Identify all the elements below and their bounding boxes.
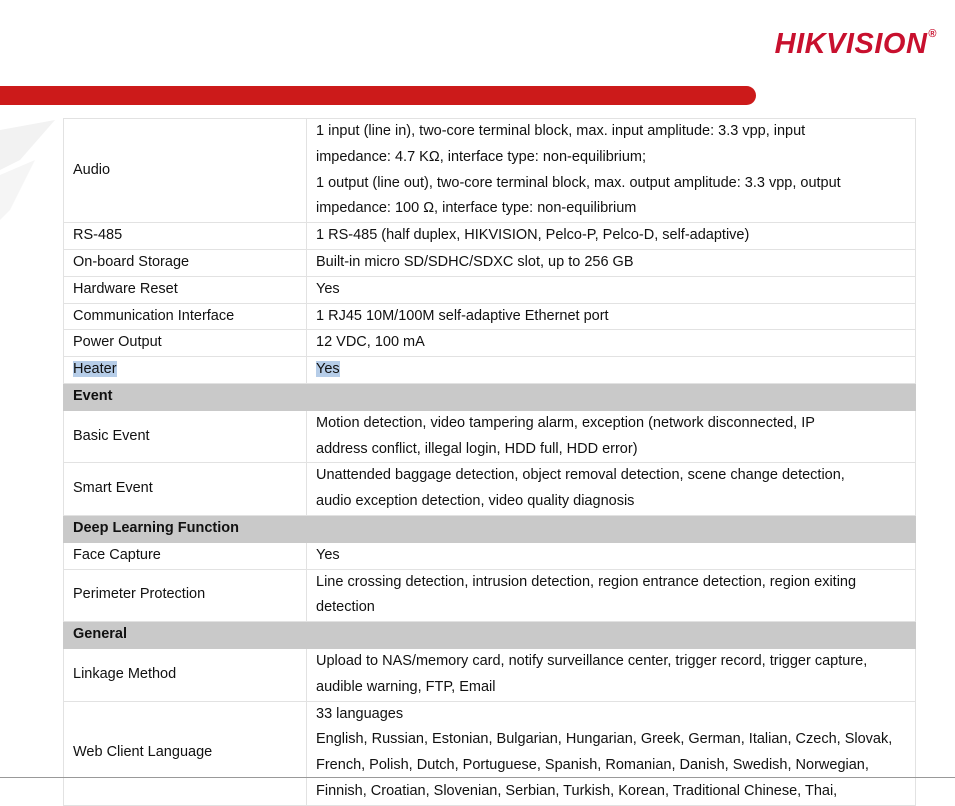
table-row [64,276,916,303]
table-row [64,648,916,701]
row-label: Power Output [64,330,307,357]
hikvision-logo: HIKVISION® [774,28,937,60]
table-row [64,701,916,805]
table-row [64,410,916,463]
selected-text[interactable]: Heater [73,361,117,378]
table-row [64,119,916,223]
row-value: 1 RS-485 (half duplex, HIKVISION, Pelco-P, Pelco-D, self-adaptive) [307,223,916,250]
row-value[interactable] [307,357,916,384]
row-value: Motion detection, video tampering alarm, exception (network disconnected, IP address conflict, illegal login, HDD full, HDD error) [307,410,916,463]
row-value: 1 input (line in), two-core terminal block, max. input amplitude: 3.3 vpp, input impedance: 4.7 KΩ, interface type: non-equilibrium; 1 output (line out), two-core terminal block, max. output amplitude: 3.3 vpp, output impedance: 100 Ω, interface type: non-equilibrium [307,119,916,223]
row-label: Communication Interface [64,303,307,330]
table-row [64,330,916,357]
table-row [64,223,916,250]
section-header-event [64,383,916,410]
row-value: Yes [307,276,916,303]
row-label: On-board Storage [64,249,307,276]
section-title: Event [64,383,916,410]
row-label: Linkage Method [64,648,307,701]
section-header-general [64,622,916,649]
row-label: Perimeter Protection [64,569,307,622]
row-value: Unattended baggage detection, object removal detection, scene change detection, audio exception detection, video quality diagnosis [307,463,916,516]
row-value: Upload to NAS/memory card, notify surveillance center, trigger record, trigger capture, audible warning, FTP, Email [307,648,916,701]
row-value: 1 RJ45 10M/100M self-adaptive Ethernet port [307,303,916,330]
table-row [64,303,916,330]
row-label: Face Capture [64,542,307,569]
row-label: RS-485 [64,223,307,250]
row-label: Web Client Language [64,701,307,805]
section-header-deep-learning [64,515,916,542]
page-bottom-edge [0,777,955,778]
row-value: 12 VDC, 100 mA [307,330,916,357]
row-value: Built-in micro SD/SDHC/SDXC slot, up to 256 GB [307,249,916,276]
row-label[interactable] [64,357,307,384]
table-row [64,542,916,569]
row-value: 33 languages English, Russian, Estonian, Bulgarian, Hungarian, Greek, German, Italian, Czech, Slovak, French, Polish, Dutch, Portuguese, Spanish, Romanian, Danish, Swedish, Norwegian, Finnish, Croatian, Slovenian, Serbian, Turkish, Korean, Traditional Chinese, Thai, [307,701,916,805]
table-row [64,249,916,276]
section-title: General [64,622,916,649]
table-row [64,463,916,516]
row-label: Audio [64,119,307,223]
section-title: Deep Learning Function [64,515,916,542]
decorative-watermark-shape [0,100,70,250]
row-label: Basic Event [64,410,307,463]
selected-text[interactable]: Yes [316,361,340,378]
header-red-bar [0,86,756,105]
row-value: Line crossing detection, intrusion detection, region entrance detection, region exiting detection [307,569,916,622]
row-label: Hardware Reset [64,276,307,303]
spec-table [63,118,916,806]
table-row-heater [64,357,916,384]
row-value: Yes [307,542,916,569]
table-row [64,569,916,622]
row-label: Smart Event [64,463,307,516]
